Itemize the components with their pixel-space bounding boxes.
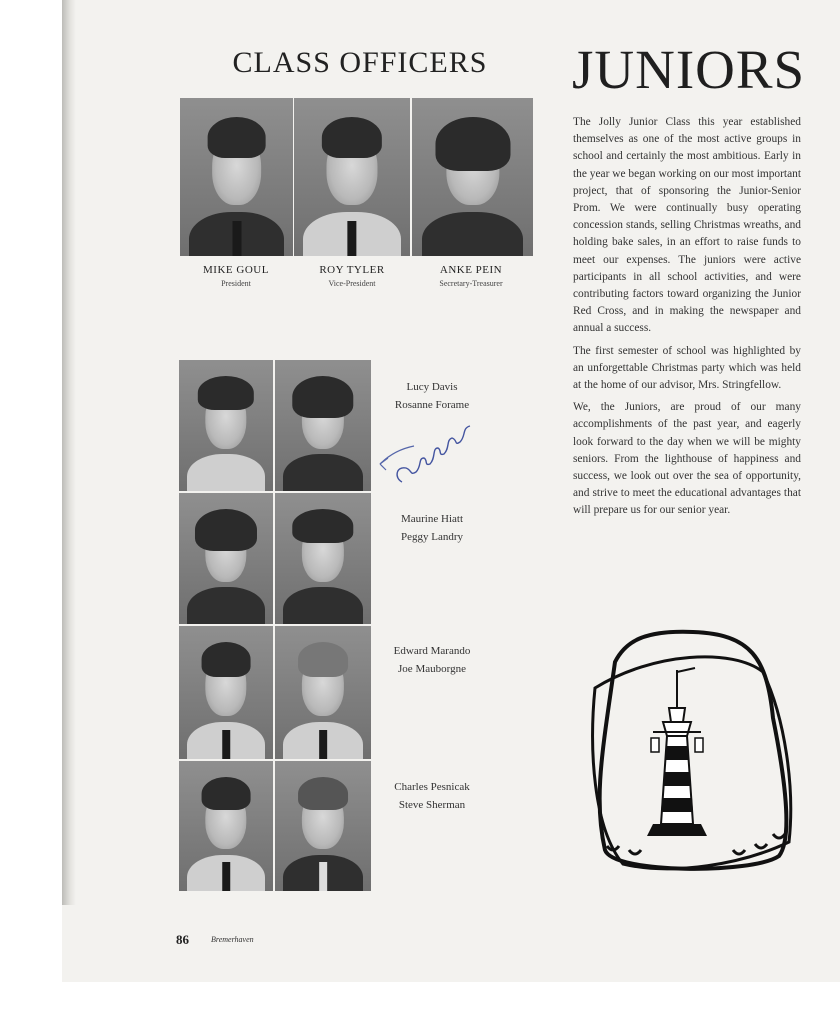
officer-name: ANKE PEIN [439,264,503,276]
student-names [372,510,492,546]
page-title: JUNIORS [572,39,806,100]
student-names [372,642,492,678]
class-officers-heading: CLASS OFFICERS [232,46,488,79]
student-photo [179,493,273,624]
officer-name: ROY TYLER [319,264,385,276]
officer-photo [294,98,410,256]
officer-title: Vice-President [328,279,376,288]
student-names [372,778,492,814]
student-name: Joe Mauborgne [398,663,466,675]
page-number: 86 [176,932,189,947]
student-photo [179,360,273,491]
officer-name: MIKE GOUL [203,264,269,276]
officer-title: Secretary-Treasurer [439,279,503,288]
student-name: Rosanne Forame [394,399,470,411]
juniors-article [573,114,801,525]
officer-photo [412,98,533,256]
officer-title: President [221,279,251,288]
student-photo [179,761,273,891]
student-photo [275,360,371,491]
student-name: Maurine Hiatt [400,513,463,525]
lighthouse-illustration [583,628,795,876]
article-paragraph: The Jolly Junior Class this year established themselves as one of the most active groups in school and certainly the most ambitious. Early in the year we began working on our most important project, that of sponsoring the Junior-Senior Prom. We were continually busy operating concession stands, selling Christmas wreaths, and holding bake sales, in an effort to raise funds to meet our expenses. The juniors were active participants in all school activities, and were contributing factors toward organizing the Junior Red Cross, and in making the newspaper and annual a success. [573,116,801,335]
student-names [372,378,492,414]
student-name: Steve Sherman [398,799,466,811]
article-paragraph: The first semester of school was highlighted by an unforgettable Christmas party which was held at the home of our advisor, Mrs. Stringfellow. [573,344,801,392]
student-photo [275,493,371,624]
student-photo [275,626,371,759]
student-name: Peggy Landry [400,531,463,543]
publication-name: Bremerhaven [211,935,254,944]
officer-photo [180,98,293,256]
article-paragraph: We, the Juniors, are proud of our many accomplishments of the past year, and eagerly look forward to the day when we will be mighty seniors. From the lighthouse of happiness and success, we look out over the sea of opportunity, and strive to meet the educational advantages that will prepare us for our senior year. [573,401,801,517]
page-binding [62,0,76,905]
student-name: Lucy Davis [406,381,458,393]
student-name: Edward Marando [393,645,471,657]
student-photo [275,761,371,891]
student-photo [179,626,273,759]
student-name: Charles Pesnicak [394,781,470,793]
